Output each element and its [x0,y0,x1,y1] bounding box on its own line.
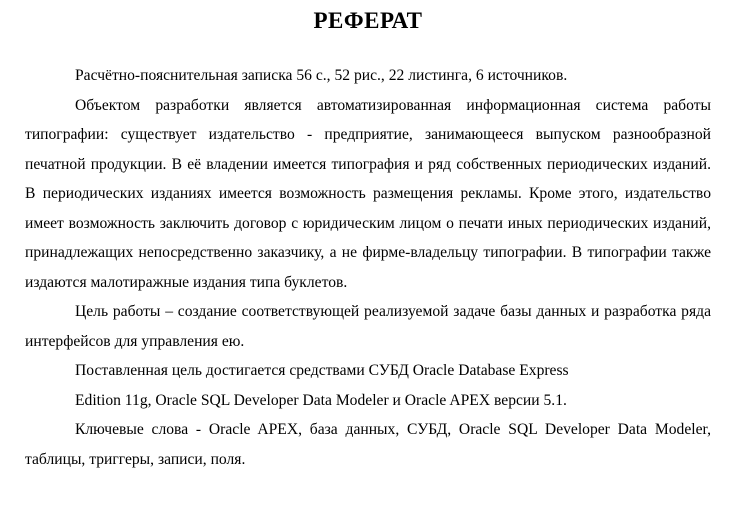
paragraph-tools-line-1: Поставленная цель достигается средствами СУБД Oracle Database Express [75,362,569,379]
document-page [25,0,711,474]
paragraph-goal: Цель работы – создание соответствующей реализуемой задаче базы данных и разработка ряда интерфейсов для управления ею. [25,303,711,350]
paragraph-object-description: Объектом разработки является автоматизированная информационная система работы типографии: существует издательство - предприятие, занимающееся выпуском разнообразной печатной продукции. В её владении имеется типография и ряд собственных периодических изданий. В периодических изданиях имеется возможность размещения рекламы. Кроме этого, издательство имеет возможность заключить договор с юридическим лицом о печати иных периодических изданий, принадлежащих непосредственно заказчику, а не фирме-владельцу типографии. В типографии также издаются малотиражные издания типа буклетов. [25,96,711,291]
document-title: РЕФЕРАТ [313,8,423,33]
paragraph-keywords: Ключевые слова - Oracle APEX, база данных, СУБД, Oracle SQL Developer Data Modeler, таблицы, триггеры, записи, поля. [25,421,711,468]
paragraph-summary-stats: Расчётно-пояснительная записка 56 с., 52 рис., 22 листинга, 6 источников. [75,67,568,84]
paragraph-tools-line-2: Edition 11g, Oracle SQL Developer Data Modeler и Oracle APEX версии 5.1. [75,391,567,409]
